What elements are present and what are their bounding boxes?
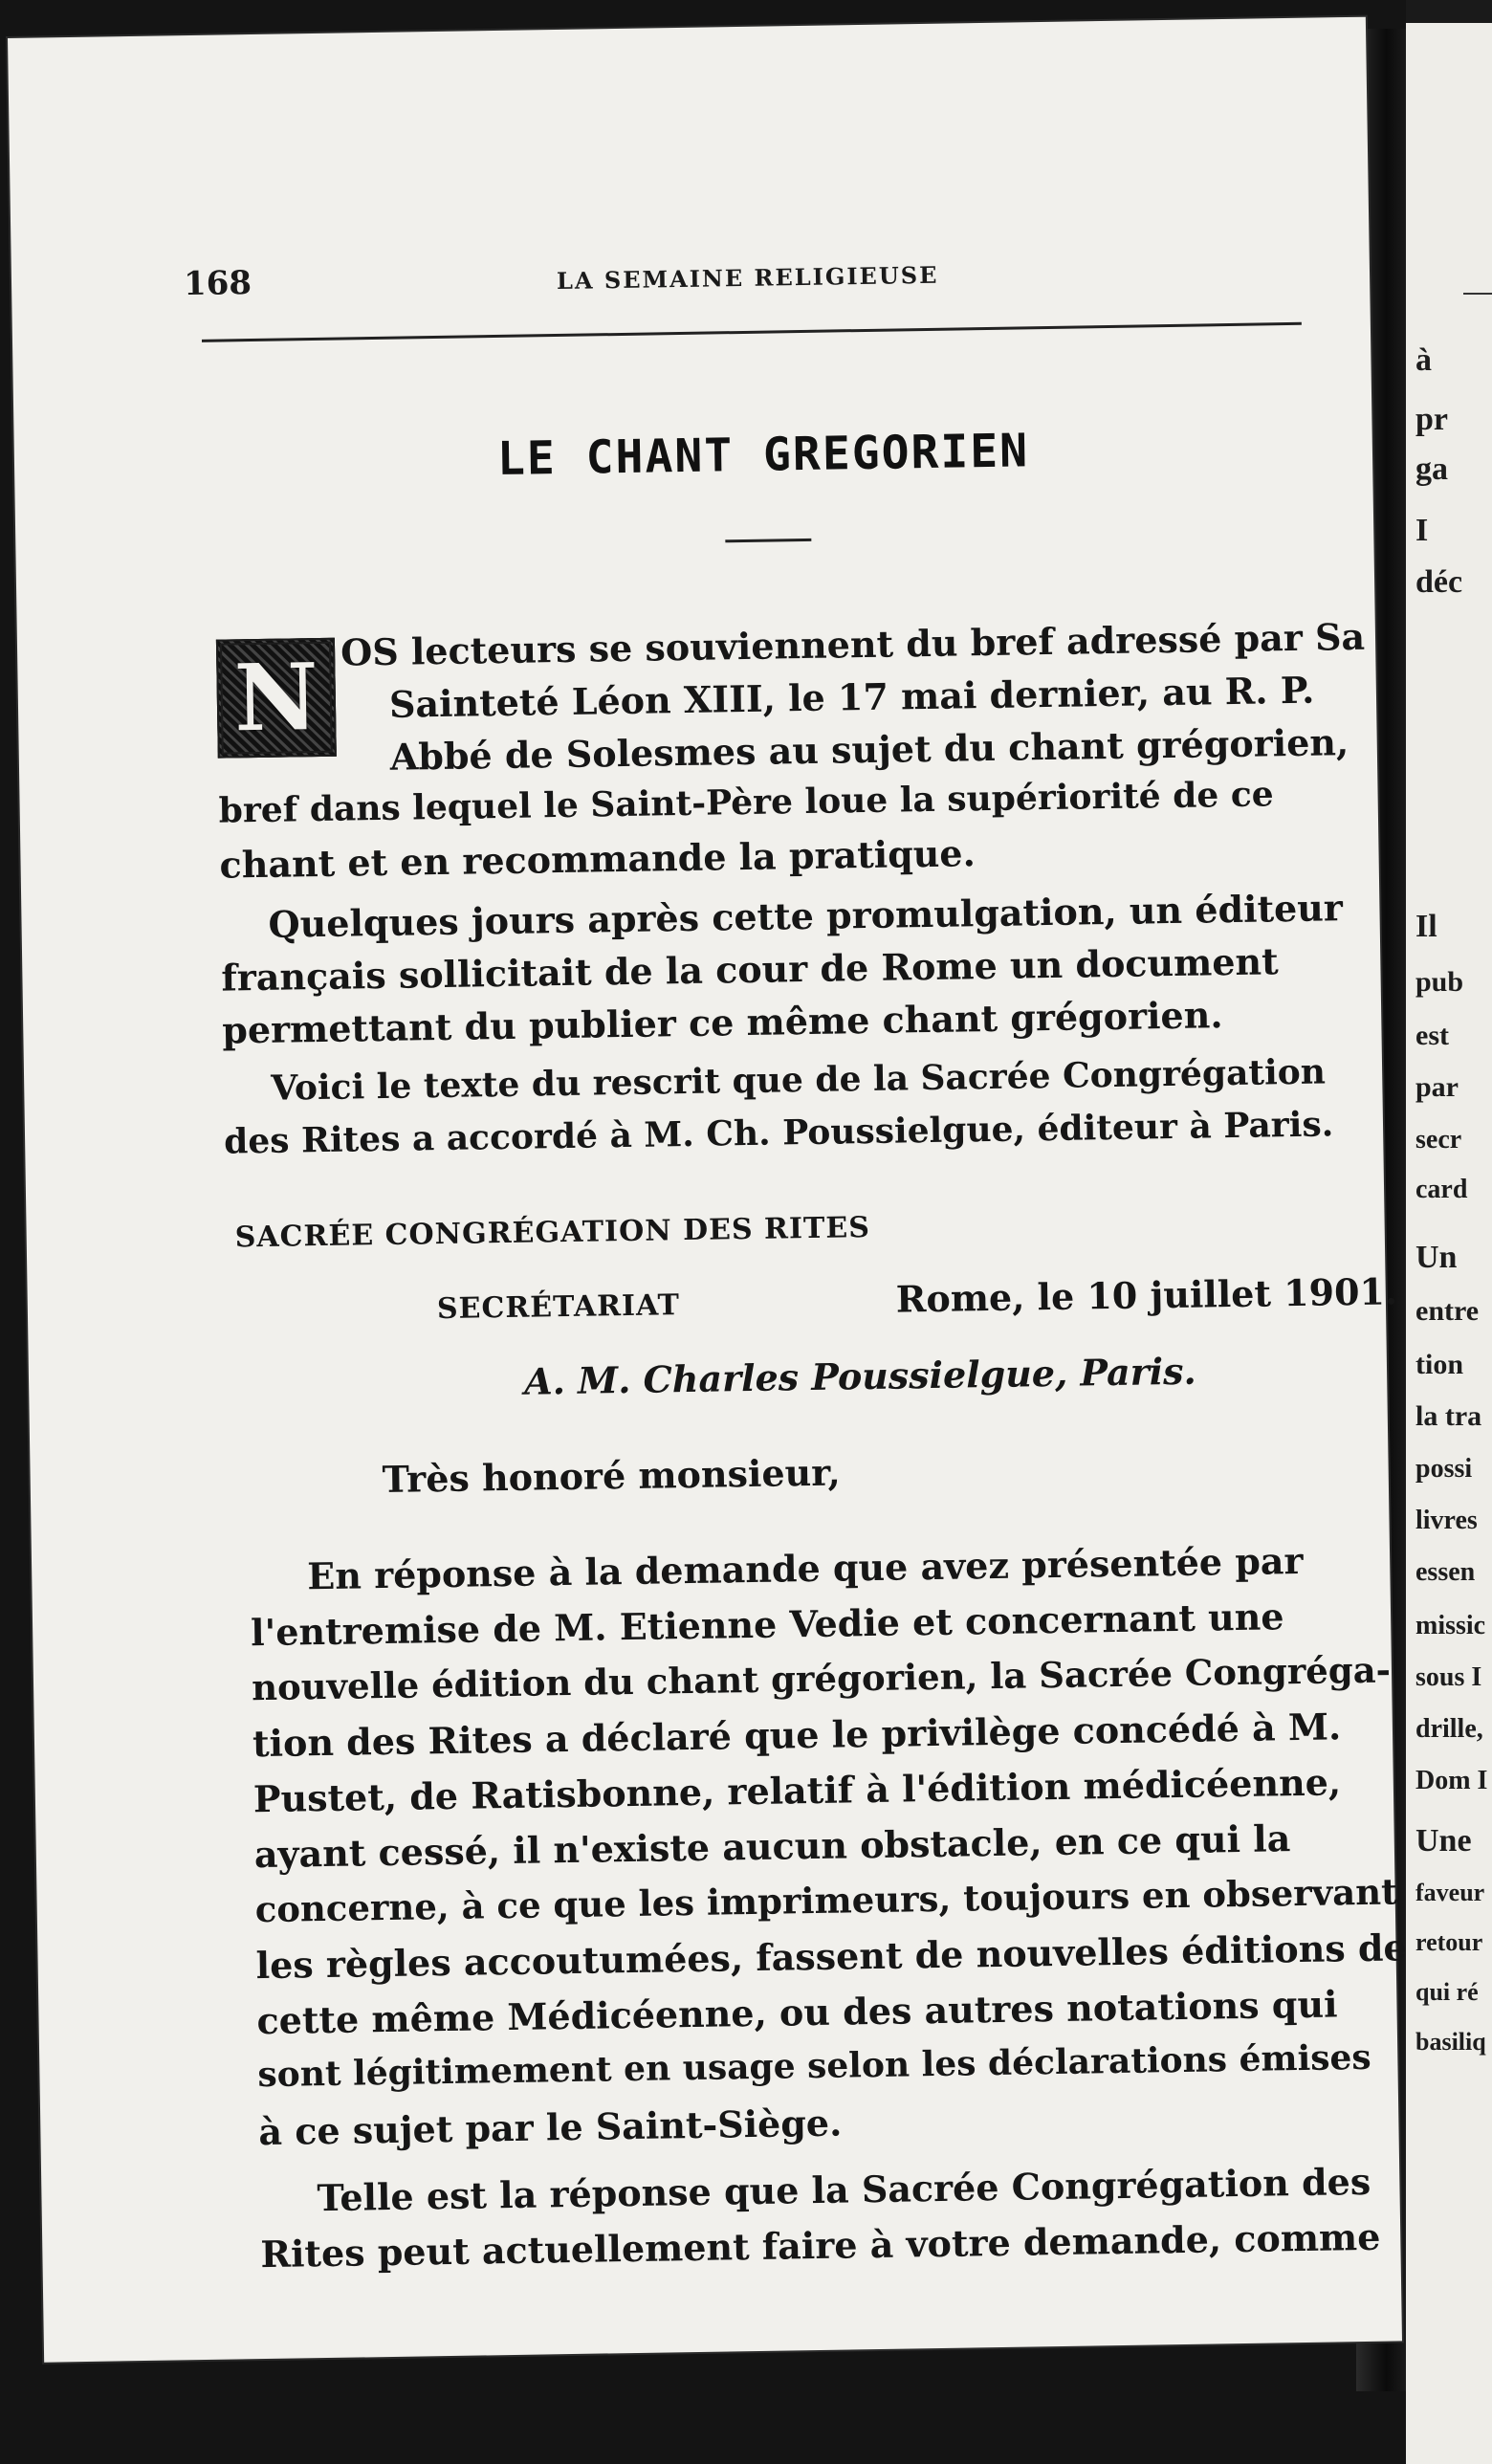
ornamental-dropcap	[216, 638, 337, 759]
facing-fragment: par	[1415, 1071, 1459, 1103]
facing-fragment: faveur	[1415, 1879, 1485, 1906]
addressee: A. M. Charles Poussielgue, Paris.	[523, 1349, 1197, 1403]
facing-fragment: tion	[1415, 1349, 1464, 1380]
intro-line: Abbé de Solesmes au sujet du chant grégorien,	[389, 720, 1349, 779]
body-line: sont légitimement en usage selon les déclarations émises	[257, 2036, 1371, 2096]
body-line: cette même Médicéenne, ou des autres notations qui	[256, 1982, 1338, 2043]
intro-line: bref dans lequel le Saint-Père loue la supériorité de ce	[218, 774, 1274, 831]
body-line: concerne, à ce que les imprimeurs, toujours en observant	[254, 1870, 1398, 1931]
facing-fragment: la tra	[1415, 1400, 1482, 1432]
body-line: à ce sujet par le Saint-Siège.	[258, 2101, 843, 2154]
facing-fragment: Un	[1415, 1240, 1458, 1275]
body-line: ayant cessé, il n'existe aucun obstacle, en ce qui la	[253, 1816, 1291, 1877]
facing-page	[1406, 0, 1492, 2464]
body-line: l'entremise de M. Etienne Vedie et concernant une	[250, 1595, 1284, 1655]
article-title: LE CHANT GREGORIEN	[496, 424, 1030, 487]
intro-line: OS lecteurs se souviennent du bref adressé par Sa	[340, 614, 1366, 674]
facing-fragment: possi	[1415, 1454, 1473, 1484]
intro-line: français sollicitait de la cour de Rome un document	[221, 939, 1279, 1000]
facing-fragment: pr	[1415, 402, 1448, 437]
facing-fragment: card	[1415, 1175, 1468, 1204]
body-line: nouvelle édition du chant grégorien, la Sacrée Congréga-	[251, 1648, 1392, 1709]
facing-fragment: Il	[1415, 909, 1437, 944]
facing-fragment: missic	[1415, 1611, 1486, 1640]
body-line: tion des Rites a déclaré que le privilège concédé à M.	[252, 1705, 1342, 1766]
facing-fragment: drille,	[1415, 1714, 1483, 1744]
facing-fragment: Une	[1415, 1823, 1472, 1859]
body-line: Pustet, de Ratisbonne, relatif à l'édition médicéenne,	[252, 1760, 1342, 1821]
facing-fragment: essen	[1415, 1557, 1476, 1587]
document-page	[8, 17, 1407, 2363]
intro-line: Voici le texte du rescrit que de la Sacrée Congrégation	[270, 1051, 1327, 1109]
facing-fragment: entre	[1415, 1295, 1480, 1327]
salutation: Très honoré monsieur,	[382, 1450, 842, 1502]
letter-subheading: SECRÉTARIAT	[436, 1288, 681, 1327]
facing-page-rule	[1463, 293, 1492, 295]
facing-page-edge	[1406, 0, 1492, 23]
facing-fragment: I	[1415, 513, 1429, 548]
facing-fragment: ga	[1415, 451, 1448, 487]
place-date: Rome, le 10 juillet 1901.	[895, 1269, 1398, 1321]
intro-line: Quelques jours après cette promulgation, un éditeur	[268, 886, 1344, 946]
facing-fragment: Dom I	[1415, 1766, 1488, 1795]
facing-fragment: basiliq	[1415, 2028, 1486, 2056]
intro-line: des Rites a accordé à M. Ch. Poussielgue, éditeur à Paris.	[223, 1104, 1334, 1162]
facing-fragment: secr	[1415, 1125, 1462, 1155]
body-line: Rites peut actuellement faire à votre demande, comme	[260, 2214, 1381, 2277]
page-number: 168	[183, 264, 252, 304]
facing-fragment: pub	[1415, 966, 1464, 998]
running-title: LA SEMAINE RELIGIEUSE	[556, 260, 939, 296]
facing-fragment: livres	[1415, 1506, 1478, 1535]
intro-line: chant et en recommande la pratique.	[219, 831, 976, 887]
body-line: Telle est la réponse que la Sacrée Congrégation des	[317, 2159, 1371, 2220]
title-rule	[725, 539, 811, 542]
dropcap-letter: N	[233, 642, 319, 753]
body-line: les règles accoutumées, fassent de nouvelles éditions de	[255, 1925, 1407, 1988]
header-rule	[202, 322, 1302, 342]
facing-fragment: qui ré	[1415, 1978, 1479, 2006]
facing-fragment: à	[1415, 342, 1432, 378]
body-line: En réponse à la demande que avez présentée par	[306, 1538, 1304, 1598]
facing-fragment: déc	[1415, 564, 1463, 600]
intro-line: permettant du publier ce même chant grégorien.	[221, 993, 1223, 1052]
letter-heading: SACRÉE CONGRÉGATION DES RITES	[234, 1210, 871, 1255]
intro-line: Sainteté Léon XIII, le 17 mai dernier, au R. P.	[388, 668, 1315, 726]
facing-fragment: est	[1415, 1020, 1449, 1051]
facing-fragment: retour	[1415, 1928, 1483, 1956]
facing-fragment: sous I	[1415, 1662, 1482, 1692]
